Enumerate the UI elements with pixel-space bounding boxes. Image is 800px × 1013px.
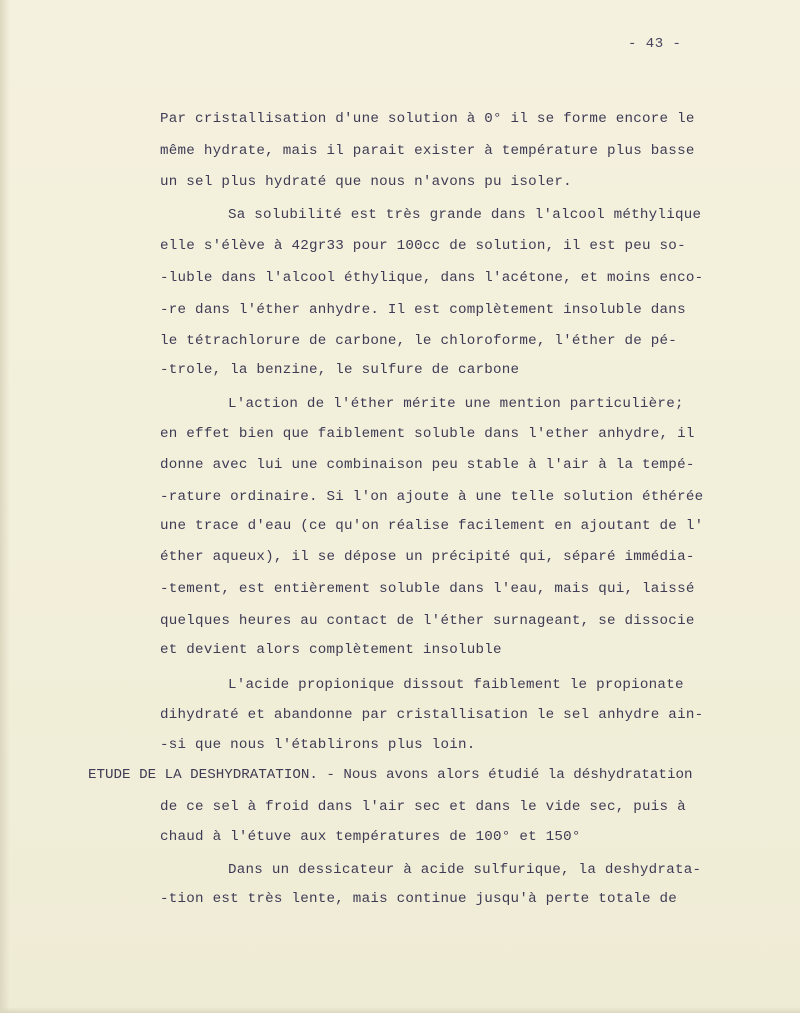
paper-edge-shadow [0, 0, 10, 1013]
text-line: -tement, est entièrement soluble dans l'eau, mais qui, laissé [160, 581, 695, 597]
text-line: le tétrachlorure de carbone, le chloroforme, l'éther de pé- [160, 333, 678, 349]
paragraph-start-line: Dans un dessicateur à acide sulfurique, la deshydrata- [228, 862, 702, 878]
text-line: un sel plus hydraté que nous n'avons pu isoler. [160, 174, 572, 190]
text-line: elle s'élève à 42gr33 pour 100cc de solution, il est peu so- [160, 238, 686, 254]
text-line: -re dans l'éther anhydre. Il est complètement insoluble dans [160, 302, 686, 318]
text-line: chaud à l'étuve aux températures de 100° et 150° [160, 829, 581, 845]
section-heading-line: ETUDE DE LA DESHYDRATATION. - Nous avons alors étudié la déshydratation [88, 767, 693, 783]
paragraph-start-line: L'acide propionique dissout faiblement le propionate [228, 677, 684, 693]
page-number: - 43 - [628, 36, 682, 52]
text-line: une trace d'eau (ce qu'on réalise facilement en ajoutant de l' [160, 518, 704, 534]
text-line: -si que nous l'établirons plus loin. [160, 737, 476, 753]
text-line: de ce sel à froid dans l'air sec et dans le vide sec, puis à [160, 799, 686, 815]
paragraph-start-line: L'action de l'éther mérite une mention particulière; [228, 396, 684, 412]
text-line: -tion est très lente, mais continue jusqu'à perte totale de [160, 891, 678, 907]
text-line: dihydraté et abandonne par cristallisation le sel anhydre ain- [160, 707, 704, 723]
paper-bottom-shadow [0, 1007, 800, 1013]
text-line: même hydrate, mais il parait exister à température plus basse [160, 143, 695, 159]
text-line: -luble dans l'alcool éthylique, dans l'acétone, et moins enco- [160, 270, 704, 286]
text-line: et devient alors complètement insoluble [160, 642, 502, 658]
text-line: en effet bien que faiblement soluble dans l'ether anhydre, il [160, 426, 695, 442]
paragraph-start-line: Sa solubilité est très grande dans l'alcool méthylique [228, 207, 702, 223]
text-line: -rature ordinaire. Si l'on ajoute à une telle solution éthérée [160, 489, 704, 505]
text-line: Par cristallisation d'une solution à 0° il se forme encore le [160, 111, 695, 127]
text-line: quelques heures au contact de l'éther surnageant, se dissocie [160, 613, 695, 629]
text-line: -trole, la benzine, le sulfure de carbone [160, 362, 520, 378]
text-line: donne avec lui une combinaison peu stable à l'air à la tempé- [160, 457, 695, 473]
text-line: éther aqueux), il se dépose un précipité qui, séparé immédia- [160, 549, 695, 565]
